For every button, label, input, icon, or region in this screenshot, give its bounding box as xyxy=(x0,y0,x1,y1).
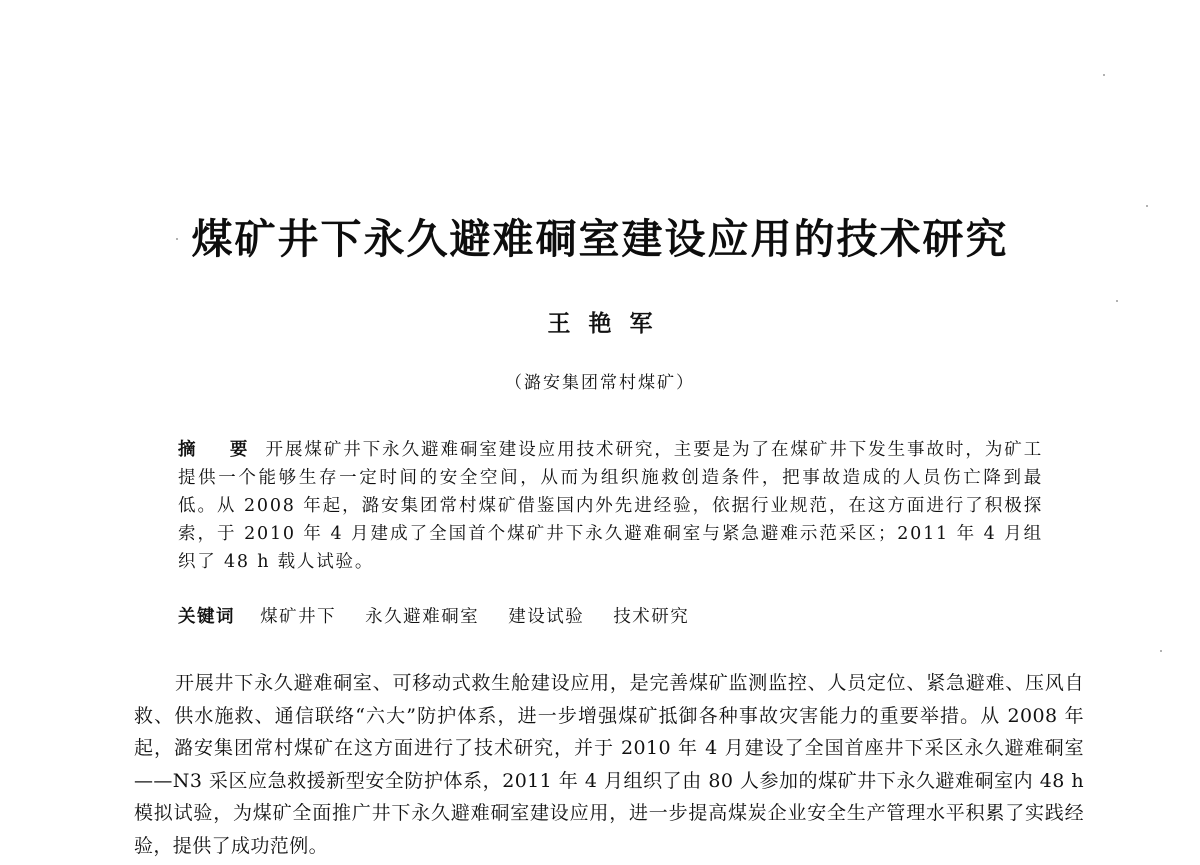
keyword-item: 煤矿井下 xyxy=(260,607,337,627)
keywords-label: 关键词 xyxy=(178,607,235,627)
paper-title: 煤矿井下永久避难硐室建设应用的技术研究 xyxy=(191,215,1009,263)
author-name: 王艳军 xyxy=(547,310,671,337)
keywords-block xyxy=(178,603,1043,631)
body-paragraph: 开展井下永久避难硐室、可移动式救生舱建设应用，是完善煤矿监测监控、人员定位、紧急避难、压风自救、供水施救、通信联络“六大”防护体系，进一步增强煤矿抵御各种事故灾害能力的重要举措。从 2008 年起，潞安集团常村煤矿在这方面进行了技术研究，并于 2010 年 4 月建设了全国首座井下采区永久避难硐室——N3 采区应急救援新型安全防护体系，2011 年 4 月组织了由 80 人参加的煤矿井下永久避难硐室内 48 h 模拟试验，为煤矿全面推广井下永久避难硐室建设应用，进一步提高煤炭企业安全生产管理水平积累了实践经验，提供了成功范例。 xyxy=(134,672,1084,857)
scan-speck xyxy=(1160,650,1162,652)
keyword-item: 建设试验 xyxy=(508,607,585,627)
author-affiliation: （潞安集团常村煤矿） xyxy=(505,373,695,393)
scan-speck xyxy=(1116,300,1118,302)
keyword-item: 永久避难硐室 xyxy=(365,607,480,627)
keyword-item: 技术研究 xyxy=(613,607,690,627)
abstract-block xyxy=(178,436,1043,576)
abstract-text: 开展煤矿井下永久避难硐室建设应用技术研究，主要是为了在煤矿井下发生事故时，为矿工提供一个能够生存一定时间的安全空间，从而为组织施救创造条件，把事故造成的人员伤亡降到最低。从 2008 年起，潞安集团常村煤矿借鉴国内外先进经验，依据行业规范，在这方面进行了积极探索，于 2010 年 4 月建成了全国首个煤矿井下永久避难硐室与紧急避难示范采区；2011 年 4 月组织了 48 h 载人试验。 xyxy=(178,440,1043,572)
abstract-label: 摘 要 xyxy=(178,440,262,460)
scan-speck xyxy=(1103,74,1105,76)
